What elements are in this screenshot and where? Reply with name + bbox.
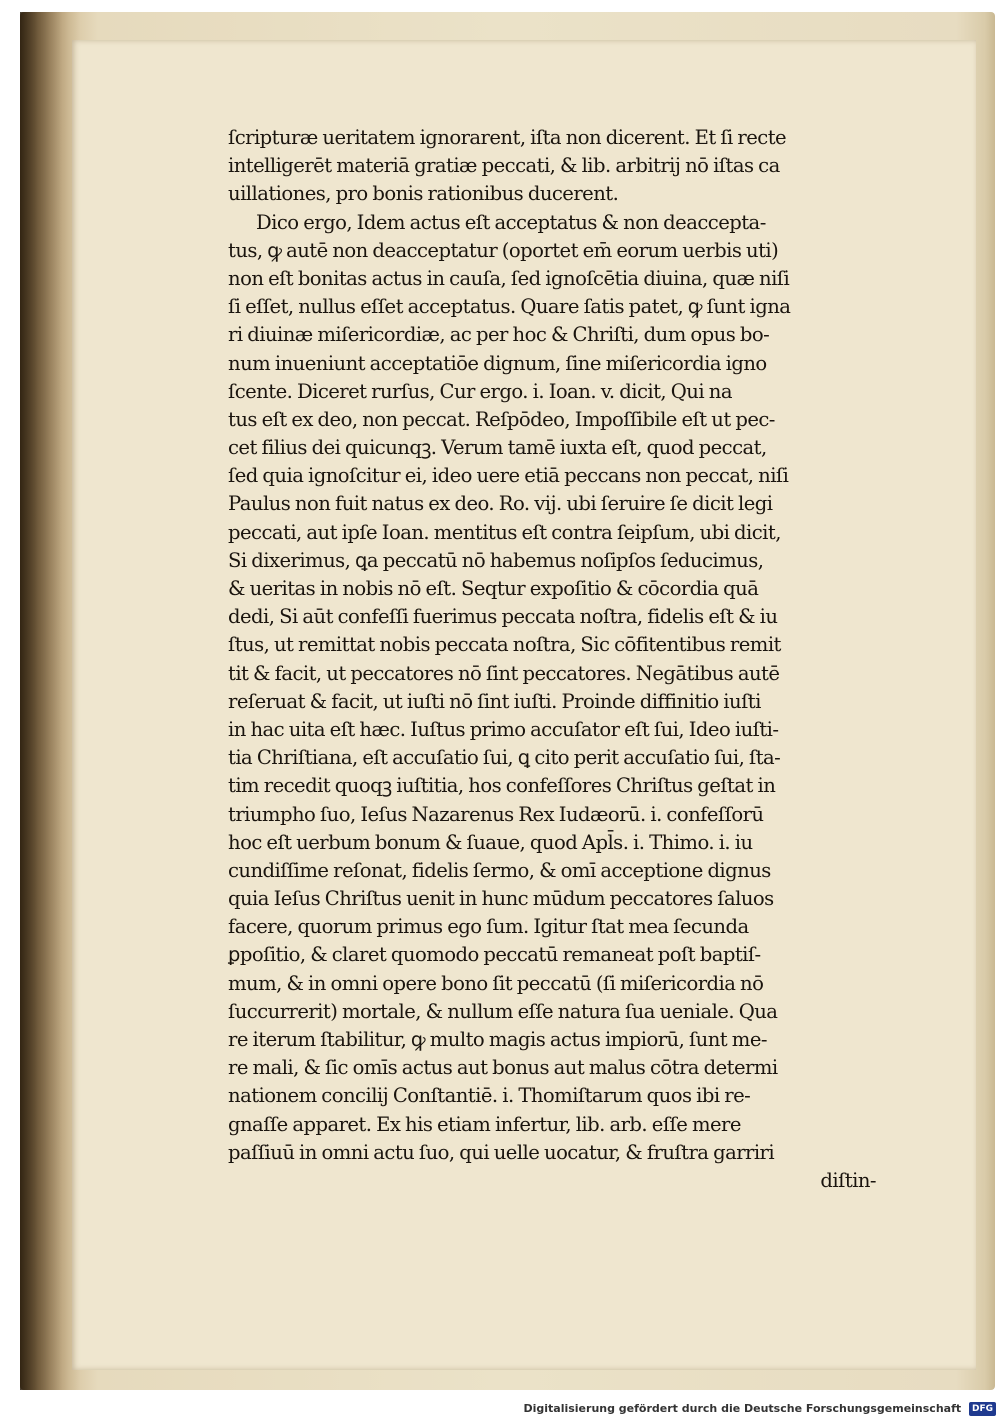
gutter-shadow — [20, 12, 80, 1390]
text-line: tia Chriſtiana, eſt accuſatio ſui, ꝗ cito perit accuſatio ſui, ſta- — [228, 746, 781, 770]
text-line: uillationes, pro bonis rationibus ducerent. — [228, 182, 619, 206]
text-line: Dico ergo, Idem actus eſt acceptatus & non deaccepta- — [256, 210, 766, 234]
funding-text: Digitalisierung gefördert durch die Deutsche Forschungsgemeinschaft — [523, 1402, 962, 1415]
text-line: ꝑpoſitio, & claret quomodo peccatū remaneat poſt baptiſ- — [228, 943, 761, 967]
text-line: intelligerēt materiā gratiæ peccati, & lib. arbitrij nō iſtas ca — [228, 154, 780, 178]
page-text — [228, 124, 904, 1195]
text-line: ri diuinæ miſericordiæ, ac per hoc & Chriſti, dum opus bo- — [228, 323, 770, 347]
text-line: num inueniunt acceptatiōe dignum, ſine miſericordia igno — [228, 351, 767, 375]
text-line: mum, & in omni opere bono ſit peccatū (ſi miſericordia nō — [228, 971, 764, 995]
text-line: reſeruat & facit, ut iuſti nō ſint iuſti. Proinde diffinitio iuſti — [228, 689, 761, 713]
text-line: paſſiuū in omni actu ſuo, qui uelle uocatur, & fruſtra garriri — [228, 1140, 775, 1164]
text-line: Si dixerimus, ꝗa peccatū nō habemus noſipſos ſeducimus, — [228, 548, 764, 572]
text-line: tus, ꝙ autē non deacceptatur (oportet em̄ eorum uerbis uti) — [228, 238, 779, 262]
text-line: cundiſſime reſonat, fidelis ſermo, & omī acceptione dignus — [228, 858, 771, 882]
text-line: ſcripturæ ueritatem ignorarent, iſta non dicerent. Et ſi recte — [228, 126, 787, 149]
text-line: cet filius dei quicunqꝫ. Verum tamē iuxta eſt, quod peccat, — [228, 436, 767, 460]
text-line: nationem concilij Conſtantiē. i. Thomiſtarum quos ibi re- — [228, 1084, 751, 1108]
text-line: ſtus, ut remittat nobis peccata noſtra, Sic cōfitentibus remit — [228, 633, 781, 657]
text-line: dedi, Si aūt confeſſi fuerimus peccata noſtra, fidelis eſt & iu — [228, 605, 778, 629]
text-line: peccati, aut ipſe Ioan. mentitus eſt contra ſeipſum, ubi dicit, — [228, 520, 781, 544]
dfg-logo: DFG — [969, 1402, 996, 1416]
text-line: triumpho ſuo, Ieſus Nazarenus Rex Iudæorū. i. confeſſorū — [228, 802, 764, 826]
text-line: non eſt bonitas actus in cauſa, ſed ignoſcētia diuina, quæ niſi — [228, 266, 790, 290]
text-line: re mali, & ſic omīs actus aut bonus aut malus cōtra determi — [228, 1056, 778, 1080]
text-line: re iterum ſtabilitur, ꝙ multo magis actus impiorū, ſunt me- — [228, 1028, 767, 1051]
text-line: tit & facit, ut peccatores nō ſint peccatores. Negātibus autē — [228, 661, 780, 685]
text-line: in hac uita eſt hæc. Iuſtus primo accuſator eſt ſui, Ideo iuſti- — [228, 717, 779, 741]
text-line: tim recedit quoqꝫ iuſtitia, hos confeſſores Chriſtus geſtat in — [228, 774, 776, 798]
text-line: gnaſſe apparet. Ex his etiam infertur, lib. arb. eſſe mere — [228, 1112, 741, 1136]
text-line: ſcente. Diceret rurſus, Cur ergo. i. Ioan. v. dicit, Qui na — [228, 379, 732, 403]
text-line: ſi eſſet, nullus eſſet acceptatus. Quare ſatis patet, ꝙ ſunt igna — [228, 295, 791, 319]
text-line: & ueritas in nobis nō eſt. Seqtur expoſitio & cōcordia quā — [228, 577, 759, 600]
text-line: hoc eſt uerbum bonum & ſuaue, quod Apl̄s. i. Thimo. i. iu — [228, 830, 753, 854]
text-line: tus eſt ex deo, non peccat. Reſpōdeo, Impoſſibile eſt ut pec- — [228, 407, 775, 431]
text-line: ſuccurrerit) mortale, & nullum eſſe natura ſua ueniale. Qua — [228, 999, 778, 1023]
text-line: facere, quorum primus ego ſum. Igitur ſtat mea ſecunda — [228, 915, 749, 939]
text-line: Paulus non fuit natus ex deo. Ro. vij. ubi ſeruire ſe dicit legi — [228, 492, 773, 516]
funding-footer — [0, 1398, 996, 1419]
text-line: ſed quia ignoſcitur ei, ideo uere etiā peccans non peccat, niſi — [228, 464, 789, 488]
catchword: diſtin- — [820, 1168, 876, 1192]
text-line: quia Ieſus Chriſtus uenit in hunc mūdum peccatores ſaluos — [228, 887, 774, 911]
